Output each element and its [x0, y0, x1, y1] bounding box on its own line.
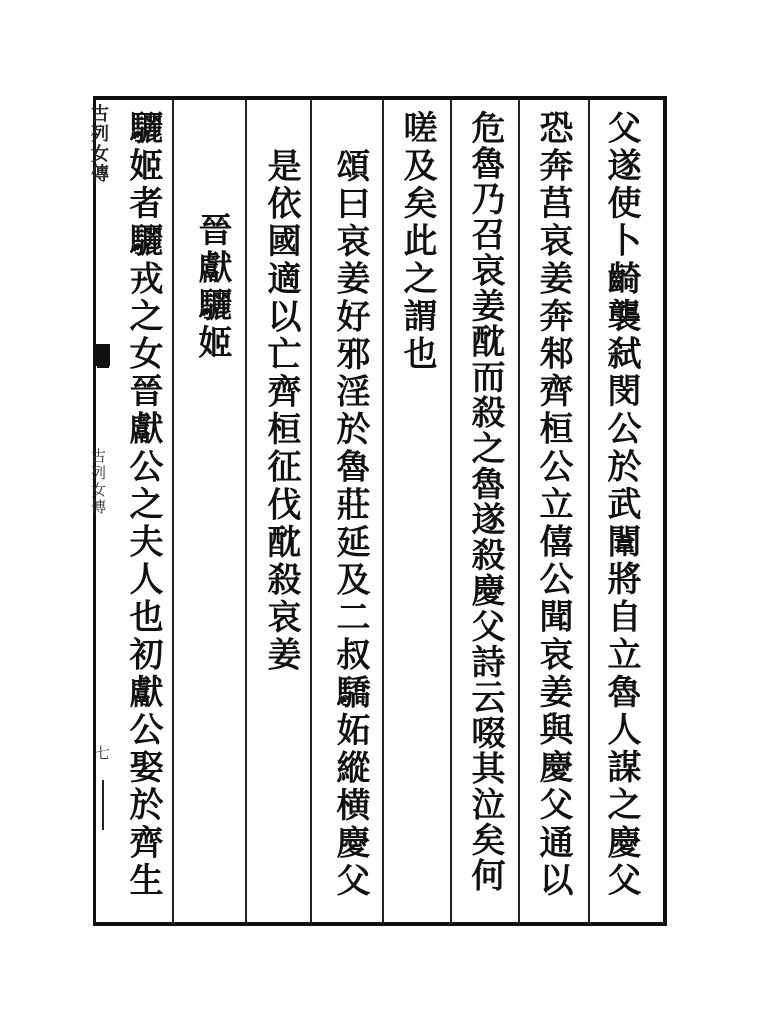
fish-tail-mark: [96, 344, 110, 366]
column-rule: [588, 100, 590, 922]
column-rule: [245, 100, 247, 922]
text-column-8: 驪姬者驪戎之女晉獻公之夫人也初獻公娶於齊生: [123, 110, 163, 900]
text-column-5: 頌曰哀姜好邪淫於魯莊延及二叔驕妬縱横慶父: [330, 148, 370, 900]
margin-header: 古列女傳: [88, 104, 109, 184]
column-rule: [518, 100, 520, 922]
text-column-7: 晉獻驪姬: [192, 212, 232, 363]
text-column-2: 恐奔莒哀姜奔邾齊桓公立僖公聞哀姜與慶父通以: [533, 110, 573, 900]
margin-tick: [102, 780, 104, 830]
column-rule: [450, 100, 452, 922]
column-rule: [172, 100, 174, 922]
column-rule: [382, 100, 384, 922]
page-number: 七: [93, 745, 111, 760]
text-column-6: 是依國適以亡齊桓征伐酖殺哀姜: [261, 148, 301, 675]
page-border: [93, 96, 667, 926]
fish-tail-line: [97, 366, 109, 378]
text-column-4: 嗟及矣此之謂也: [397, 110, 437, 374]
text-column-1: 父遂使卜齮襲弑閔公於武闈將自立魯人謀之慶父: [601, 110, 641, 900]
margin-book-title: 古列女傳: [89, 448, 107, 516]
text-column-3: 危魯乃召哀姜酖而殺之魯遂殺慶父詩云啜其泣矣何: [465, 110, 505, 894]
column-rule: [310, 100, 312, 922]
